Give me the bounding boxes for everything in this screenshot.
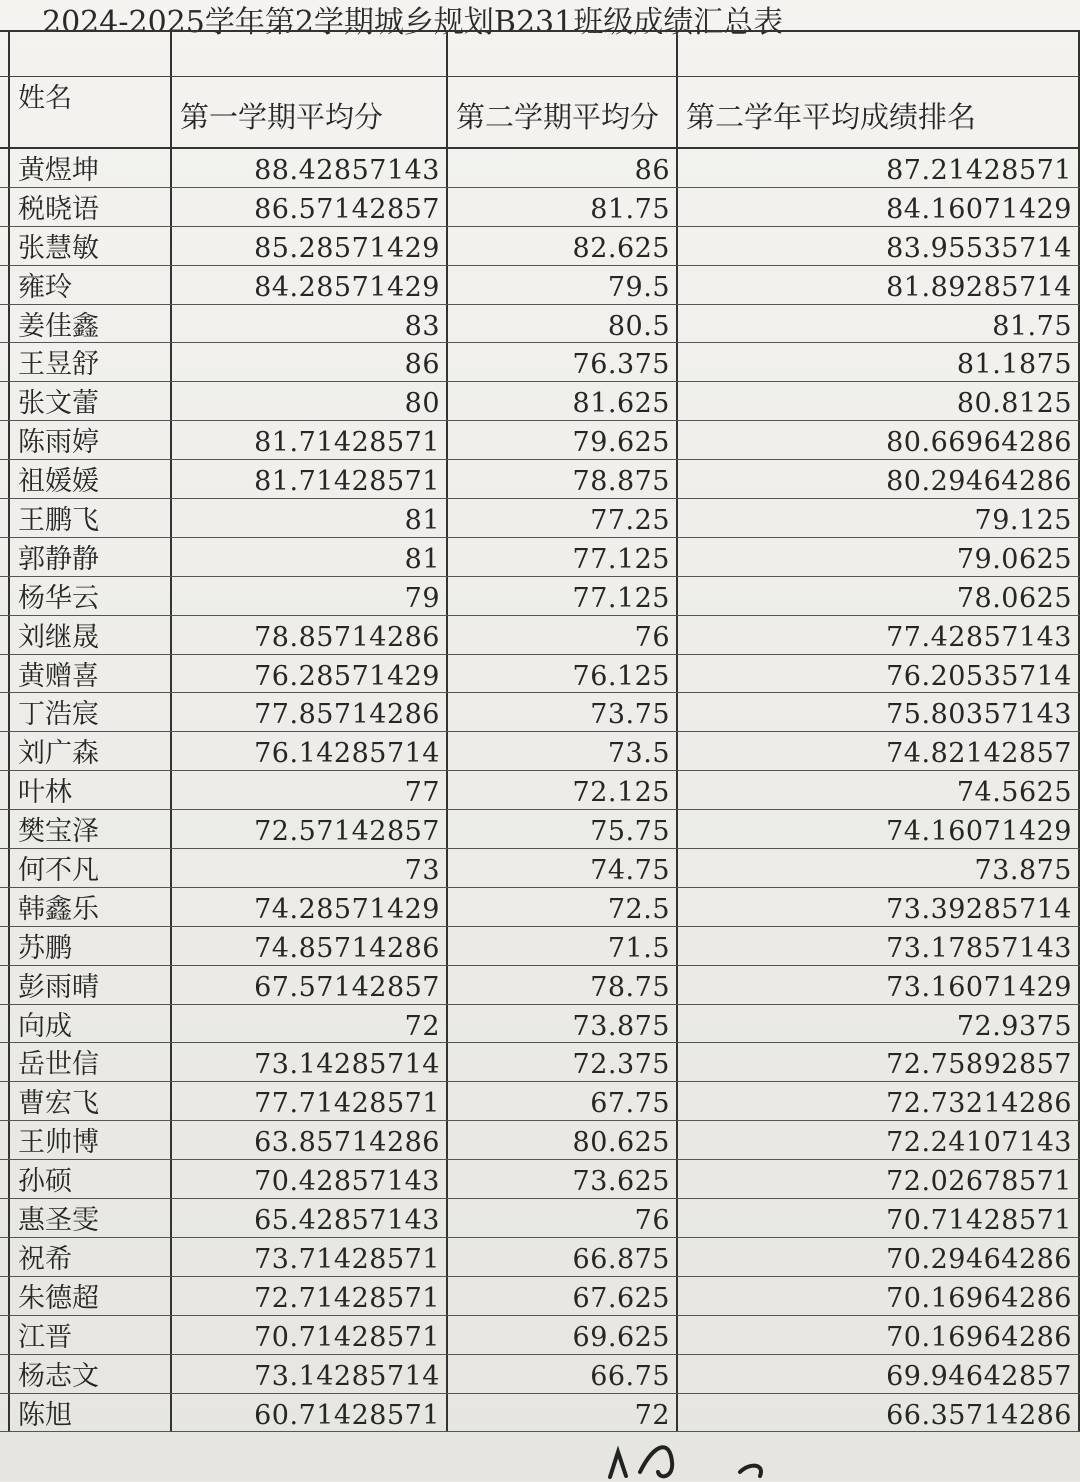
sem1-cell: 77 xyxy=(170,771,446,809)
sem1-cell: 72.57142857 xyxy=(170,810,446,848)
table-row xyxy=(0,577,1080,616)
name-cell: 向成 xyxy=(8,1005,170,1043)
name-cell: 张文蕾 xyxy=(8,382,170,420)
avg-cell: 72.24107143 xyxy=(676,1121,1080,1159)
sem1-cell: 81 xyxy=(170,538,446,576)
header-sem1: 第一学期平均分 xyxy=(170,77,446,147)
sem2-cell: 82.625 xyxy=(446,227,676,265)
score-table xyxy=(0,30,1080,1432)
name-cell: 张慧敏 xyxy=(8,227,170,265)
header-sem2: 第二学期平均分 xyxy=(446,77,676,147)
name-cell: 韩鑫乐 xyxy=(8,888,170,926)
name-cell: 姜佳鑫 xyxy=(8,305,170,343)
blank-top-row xyxy=(0,32,1080,77)
avg-cell: 72.9375 xyxy=(676,1005,1080,1043)
name-cell: 祖媛媛 xyxy=(8,460,170,498)
name-cell: 孙硕 xyxy=(8,1160,170,1198)
sem1-cell: 65.42857143 xyxy=(170,1199,446,1237)
sem2-cell: 75.75 xyxy=(446,810,676,848)
name-cell: 彭雨晴 xyxy=(8,966,170,1004)
sem1-cell: 84.28571429 xyxy=(170,266,446,304)
name-cell: 王昱舒 xyxy=(8,343,170,381)
sem2-cell: 79.625 xyxy=(446,421,676,459)
table-row xyxy=(0,1082,1080,1121)
avg-cell: 74.5625 xyxy=(676,771,1080,809)
table-row xyxy=(0,1394,1080,1433)
sem1-cell: 80 xyxy=(170,382,446,420)
header-rank: 第二学年平均成绩排名 xyxy=(676,77,1080,147)
avg-cell: 73.39285714 xyxy=(676,888,1080,926)
blank-cell xyxy=(676,32,1080,76)
sem2-cell: 72.5 xyxy=(446,888,676,926)
avg-cell: 69.94642857 xyxy=(676,1355,1080,1393)
sem2-cell: 78.875 xyxy=(446,460,676,498)
sem1-cell: 74.28571429 xyxy=(170,888,446,926)
table-row xyxy=(0,1043,1080,1082)
name-cell: 岳世信 xyxy=(8,1043,170,1081)
sem1-cell: 78.85714286 xyxy=(170,616,446,654)
sem2-cell: 74.75 xyxy=(446,849,676,887)
table-row xyxy=(0,1160,1080,1199)
name-cell: 杨志文 xyxy=(8,1355,170,1393)
table-row xyxy=(0,460,1080,499)
name-cell: 郭静静 xyxy=(8,538,170,576)
avg-cell: 70.71428571 xyxy=(676,1199,1080,1237)
table-row xyxy=(0,966,1080,1005)
table-row xyxy=(0,1005,1080,1044)
name-cell: 刘广森 xyxy=(8,732,170,770)
sem2-cell: 77.125 xyxy=(446,577,676,615)
table-row xyxy=(0,421,1080,460)
sem2-cell: 66.875 xyxy=(446,1238,676,1276)
header-name: 姓名 xyxy=(8,77,170,147)
sem2-cell: 80.5 xyxy=(446,305,676,343)
sem2-cell: 76 xyxy=(446,616,676,654)
avg-cell: 80.8125 xyxy=(676,382,1080,420)
name-cell: 何不凡 xyxy=(8,849,170,887)
sem1-cell: 77.71428571 xyxy=(170,1082,446,1120)
sem1-cell: 76.28571429 xyxy=(170,655,446,693)
sem1-cell: 79 xyxy=(170,577,446,615)
sem2-cell: 76 xyxy=(446,1199,676,1237)
name-cell: 朱德超 xyxy=(8,1277,170,1315)
table-row xyxy=(0,693,1080,732)
name-cell: 苏鹏 xyxy=(8,927,170,965)
table-row xyxy=(0,888,1080,927)
avg-cell: 72.02678571 xyxy=(676,1160,1080,1198)
sem2-cell: 86 xyxy=(446,149,676,187)
name-cell: 黄煜坤 xyxy=(8,149,170,187)
table-row xyxy=(0,188,1080,227)
sem2-cell: 81.75 xyxy=(446,188,676,226)
sem1-cell: 72 xyxy=(170,1005,446,1043)
avg-cell: 72.75892857 xyxy=(676,1043,1080,1081)
avg-cell: 73.875 xyxy=(676,849,1080,887)
blank-cell xyxy=(446,32,676,76)
sem1-cell: 70.42857143 xyxy=(170,1160,446,1198)
sem1-cell: 88.42857143 xyxy=(170,149,446,187)
header-row xyxy=(0,77,1080,149)
sem1-cell: 81.71428571 xyxy=(170,460,446,498)
avg-cell: 75.80357143 xyxy=(676,693,1080,731)
avg-cell: 84.16071429 xyxy=(676,188,1080,226)
blank-cell xyxy=(8,32,170,76)
table-row xyxy=(0,227,1080,266)
name-cell: 陈旭 xyxy=(8,1394,170,1432)
avg-cell: 79.125 xyxy=(676,499,1080,537)
name-cell: 樊宝泽 xyxy=(8,810,170,848)
sem2-cell: 73.625 xyxy=(446,1160,676,1198)
table-row xyxy=(0,1121,1080,1160)
sem2-cell: 73.875 xyxy=(446,1005,676,1043)
document-title: 2024-2025学年第2学期城乡规划B231班级成绩汇总表 xyxy=(42,5,784,40)
sem1-cell: 77.85714286 xyxy=(170,693,446,731)
table-row xyxy=(0,849,1080,888)
sem2-cell: 76.125 xyxy=(446,655,676,693)
avg-cell: 77.42857143 xyxy=(676,616,1080,654)
sem2-cell: 81.625 xyxy=(446,382,676,420)
table-row xyxy=(0,1316,1080,1355)
table-row xyxy=(0,149,1080,188)
avg-cell: 81.1875 xyxy=(676,343,1080,381)
table-row xyxy=(0,1277,1080,1316)
sem1-cell: 67.57142857 xyxy=(170,966,446,1004)
sem1-cell: 73.14285714 xyxy=(170,1043,446,1081)
avg-cell: 76.20535714 xyxy=(676,655,1080,693)
table-row xyxy=(0,732,1080,771)
name-cell: 刘继晟 xyxy=(8,616,170,654)
sem2-cell: 79.5 xyxy=(446,266,676,304)
name-cell: 税晓语 xyxy=(8,188,170,226)
avg-cell: 79.0625 xyxy=(676,538,1080,576)
sem1-cell: 73.71428571 xyxy=(170,1238,446,1276)
avg-cell: 80.29464286 xyxy=(676,460,1080,498)
avg-cell: 70.29464286 xyxy=(676,1238,1080,1276)
sem2-cell: 71.5 xyxy=(446,927,676,965)
table-row xyxy=(0,1355,1080,1394)
avg-cell: 87.21428571 xyxy=(676,149,1080,187)
name-cell: 曹宏飞 xyxy=(8,1082,170,1120)
table-row xyxy=(0,1199,1080,1238)
sem2-cell: 73.5 xyxy=(446,732,676,770)
name-cell: 祝希 xyxy=(8,1238,170,1276)
sem1-cell: 73 xyxy=(170,849,446,887)
avg-cell: 80.66964286 xyxy=(676,421,1080,459)
sem1-cell: 81 xyxy=(170,499,446,537)
name-cell: 王鹏飞 xyxy=(8,499,170,537)
name-cell: 丁浩宸 xyxy=(8,693,170,731)
sem2-cell: 77.25 xyxy=(446,499,676,537)
sem2-cell: 80.625 xyxy=(446,1121,676,1159)
name-cell: 惠圣雯 xyxy=(8,1199,170,1237)
sem2-cell: 77.125 xyxy=(446,538,676,576)
blank-cell xyxy=(170,32,446,76)
avg-cell: 74.16071429 xyxy=(676,810,1080,848)
table-row xyxy=(0,343,1080,382)
table-row xyxy=(0,305,1080,344)
sem2-cell: 66.75 xyxy=(446,1355,676,1393)
table-row xyxy=(0,266,1080,305)
name-cell: 黄赠喜 xyxy=(8,655,170,693)
name-cell: 陈雨婷 xyxy=(8,421,170,459)
table-row xyxy=(0,382,1080,421)
sem2-cell: 78.75 xyxy=(446,966,676,1004)
sem2-cell: 69.625 xyxy=(446,1316,676,1354)
sem2-cell: 72.125 xyxy=(446,771,676,809)
avg-cell: 78.0625 xyxy=(676,577,1080,615)
avg-cell: 70.16964286 xyxy=(676,1316,1080,1354)
sem1-cell: 81.71428571 xyxy=(170,421,446,459)
sem1-cell: 73.14285714 xyxy=(170,1355,446,1393)
table-row xyxy=(0,616,1080,655)
name-cell: 杨华云 xyxy=(8,577,170,615)
sem2-cell: 67.75 xyxy=(446,1082,676,1120)
sem1-cell: 76.14285714 xyxy=(170,732,446,770)
name-cell: 王帅博 xyxy=(8,1121,170,1159)
avg-cell: 83.95535714 xyxy=(676,227,1080,265)
sem1-cell: 86 xyxy=(170,343,446,381)
sem2-cell: 76.375 xyxy=(446,343,676,381)
avg-cell: 73.17857143 xyxy=(676,927,1080,965)
avg-cell: 66.35714286 xyxy=(676,1394,1080,1432)
table-body xyxy=(0,149,1080,1432)
name-cell: 江晋 xyxy=(8,1316,170,1354)
sem1-cell: 85.28571429 xyxy=(170,227,446,265)
avg-cell: 81.75 xyxy=(676,305,1080,343)
name-cell: 雍玲 xyxy=(8,266,170,304)
sem1-cell: 63.85714286 xyxy=(170,1121,446,1159)
sem2-cell: 72 xyxy=(446,1394,676,1432)
avg-cell: 81.89285714 xyxy=(676,266,1080,304)
sem1-cell: 86.57142857 xyxy=(170,188,446,226)
table-row xyxy=(0,655,1080,694)
sem1-cell: 72.71428571 xyxy=(170,1277,446,1315)
table-row xyxy=(0,771,1080,810)
avg-cell: 73.16071429 xyxy=(676,966,1080,1004)
table-row xyxy=(0,1238,1080,1277)
avg-cell: 70.16964286 xyxy=(676,1277,1080,1315)
avg-cell: 72.73214286 xyxy=(676,1082,1080,1120)
name-cell: 叶林 xyxy=(8,771,170,809)
sem2-cell: 73.75 xyxy=(446,693,676,731)
sem1-cell: 83 xyxy=(170,305,446,343)
table-row xyxy=(0,810,1080,849)
signature-scribble xyxy=(600,1432,780,1482)
sem1-cell: 74.85714286 xyxy=(170,927,446,965)
table-row xyxy=(0,927,1080,966)
sem1-cell: 70.71428571 xyxy=(170,1316,446,1354)
table-row xyxy=(0,499,1080,538)
sem2-cell: 67.625 xyxy=(446,1277,676,1315)
sem1-cell: 60.71428571 xyxy=(170,1394,446,1432)
table-row xyxy=(0,538,1080,577)
avg-cell: 74.82142857 xyxy=(676,732,1080,770)
sem2-cell: 72.375 xyxy=(446,1043,676,1081)
